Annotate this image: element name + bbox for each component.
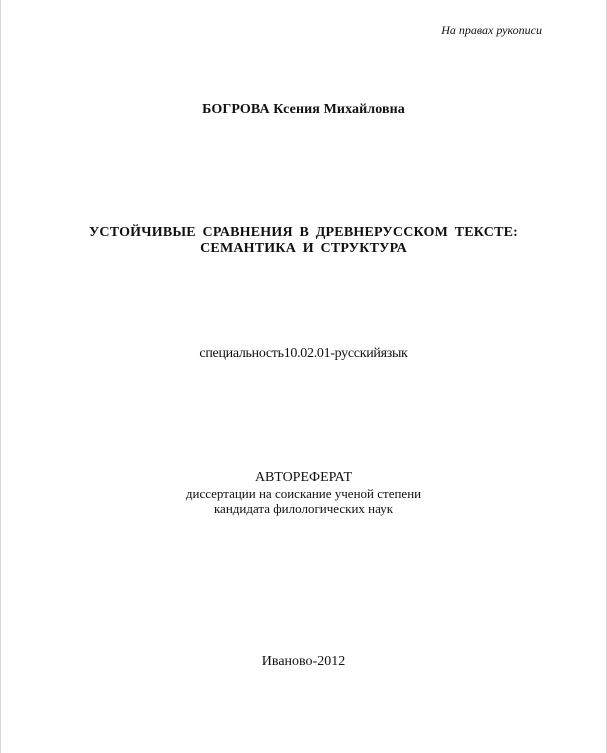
title-line-2: СЕМАНТИКА И СТРУКТУРА [200, 241, 407, 256]
abstract-heading: АВТОРЕФЕРАТ [254, 470, 353, 485]
rights-note: На правах рукописи [441, 23, 542, 37]
specialty-line: специальность10.02.01-русскийязык [199, 346, 408, 361]
place-year: Иваново-2012 [261, 654, 346, 669]
abstract-subtitle-2: кандидата филологических наук [213, 501, 394, 516]
author-name: БОГРОВА Ксения Михайловна [202, 102, 405, 117]
title-line-1: УСТОЙЧИВЫЕ СРАВНЕНИЯ В ДРЕВНЕРУССКОМ ТЕКСТЕ: [88, 225, 519, 240]
abstract-subtitle-1: диссертации на соискание ученой степени [185, 486, 422, 501]
